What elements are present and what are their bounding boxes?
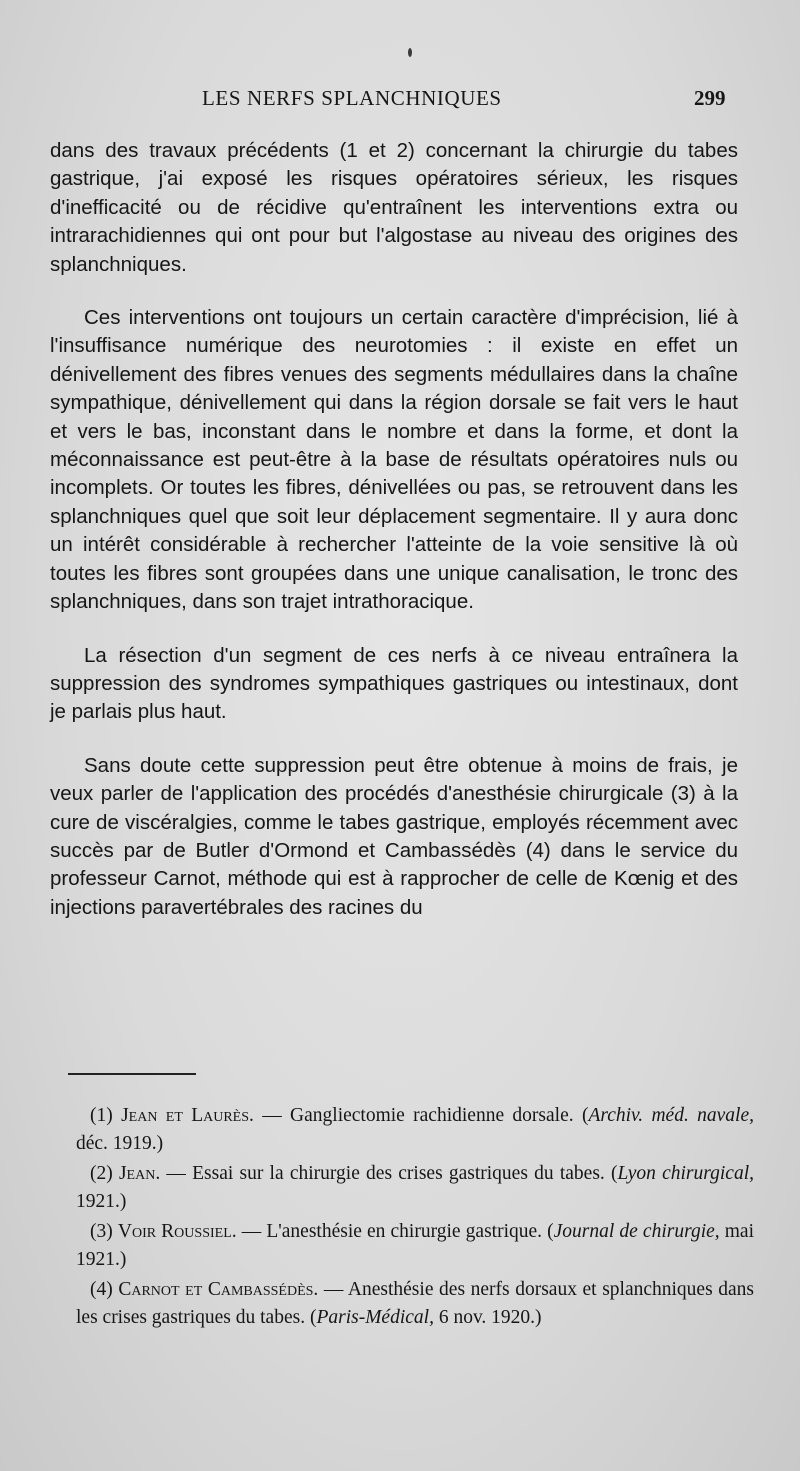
footnote-text: — Essai sur la chirurgie des crises gastriques du tabes. ( [160, 1163, 618, 1184]
paragraph-4: Sans doute cette suppression peut être obtenue à moins de frais, je veux parler de l'application des procédés d'anesthésie chirurgicale (3) à la cure de viscéralgies, comme le tabes gastrique, employés récemment avec succès par de Butler d'Ormond et Cambassédès (4) dans le service du professeur Carnot, méthode qui est à rapprocher de celle de Kœnig et des injections paravertébrales des racines du [50, 753, 738, 919]
page-header [0, 82, 800, 118]
page-number: 299 [694, 86, 726, 110]
footnote-number: (2) [90, 1163, 113, 1184]
footnote-date: mai 1921.) [76, 1221, 755, 1270]
footnote-source: Archiv. méd. navale, [588, 1105, 755, 1126]
footnote-3 [76, 1218, 754, 1273]
body-text [50, 137, 738, 947]
footnote-source: Journal de chirurgie, [553, 1221, 720, 1242]
footnotes [76, 1102, 754, 1334]
footnote-number: (4) [90, 1279, 113, 1300]
footnote-text: — Gangliectomie rachidienne dorsale. ( [253, 1105, 589, 1126]
footnote-date: 6 nov. 1920.) [433, 1306, 542, 1328]
footnote-authors: Carnot et Cambassédès. [118, 1279, 319, 1300]
footnote-4 [76, 1276, 754, 1331]
paragraph-1: dans des travaux précédents (1 et 2) concernant la chirurgie du tabes gastrique, j'ai exposé les risques opératoires sérieux, les risques d'inefficacité ou de récidive qu'entraînent les interventions extra ou intrarachidiennes qui ont pour but l'algostase au niveau des origines des splanchniques. [50, 139, 738, 276]
footnote-2 [76, 1160, 754, 1215]
footnote-authors: Jean. [118, 1163, 161, 1184]
footnote-source: Paris-Médical, [316, 1306, 434, 1328]
footnote-source: Lyon chirurgical, [617, 1163, 755, 1184]
footnote-separator [68, 1073, 196, 1075]
footnote-date: déc. 1919.) [76, 1132, 164, 1154]
paragraph-2: Ces interventions ont toujours un certain caractère d'imprécision, lié à l'insuffisance numérique des neurotomies : il existe en effet un dénivellement des fibres venues des segments médullaires dans la chaîne sympathique, dénivellement qui dans la région dorsale se fait vers le haut et vers le bas, inconstant dans le nombre et dans la forme, et dont la méconnaissance est peut-être à la base de résultats opératoires nuls ou incomplets. Or toutes les fibres, dénivellées ou pas, se retrouvent dans les splanchniques quel que soit leur déplacement segmentaire. Il y aura donc un intérêt considérable à rechercher l'atteinte de la voie sensitive là où toutes les fibres sont groupées dans une unique canalisation, le tronc des splanchniques, dans son trajet intrathoracique. [50, 306, 738, 614]
footnote-1 [76, 1102, 754, 1157]
running-title: LES NERFS SPLANCHNIQUES [202, 86, 502, 110]
footnote-text: — L'anesthésie en chirurgie gastrique. ( [236, 1221, 554, 1242]
footnote-text: — Anesthésie des nerfs dorsaux et splanchniques dans les crises gastriques du tabes. ( [76, 1279, 754, 1328]
footnote-number: (1) [90, 1105, 113, 1126]
footnote-date: 1921.) [76, 1190, 127, 1212]
footnote-authors: Voir Roussiel. [117, 1221, 237, 1242]
footnote-authors: Jean et Laurès. [121, 1105, 254, 1126]
footnote-number: (3) [90, 1221, 113, 1242]
ink-speck [408, 48, 412, 57]
paragraph-3: La résection d'un segment de ces nerfs à ce niveau entraînera la suppression des syndromes sympathiques gastriques ou intestinaux, dont je parlais plus haut. [50, 643, 738, 724]
